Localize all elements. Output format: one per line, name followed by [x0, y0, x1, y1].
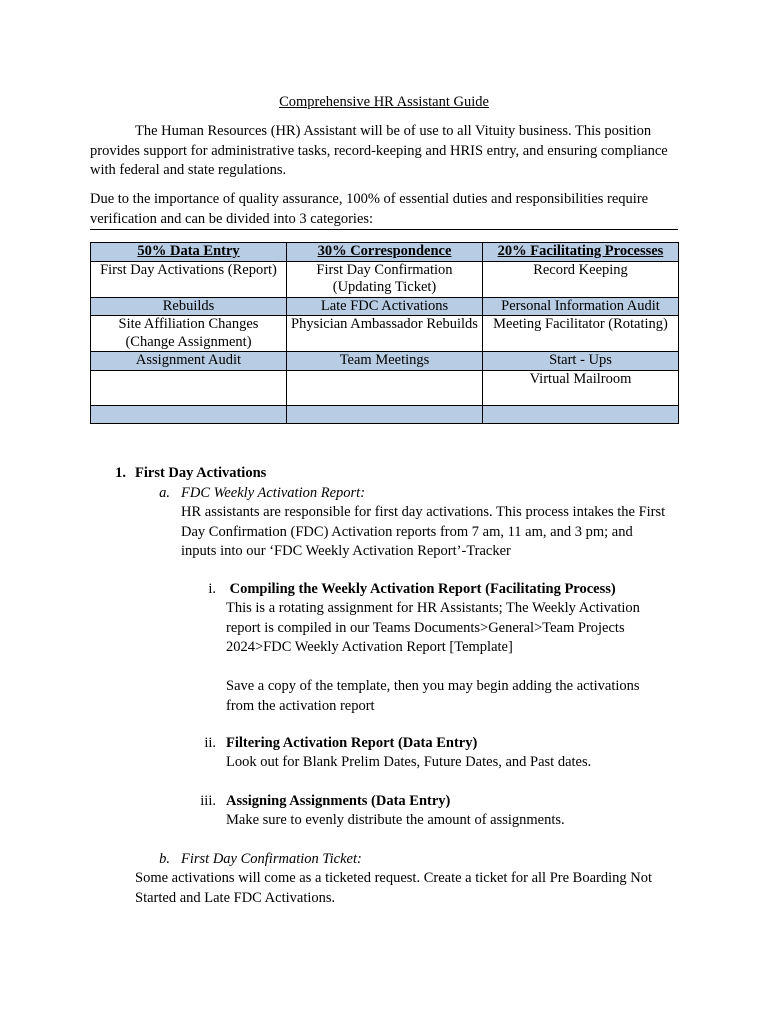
subsection-b-marker: b. — [159, 851, 170, 867]
subsection-b-heading: First Day Confirmation Ticket: — [181, 851, 362, 867]
item-i-heading: Compiling the Weekly Activation Report (Facilitating Process) — [226, 581, 616, 597]
table-cell: Rebuilds — [91, 297, 287, 316]
item-i-body: This is a rotating assignment for HR Assistants; The Weekly Activation report is compiled in our Teams Documents>General>Team Projects 2024>FDC Weekly Activation Report [Template] — [226, 600, 640, 655]
table-cell: Virtual Mailroom — [483, 370, 679, 405]
header-facilitating: 20% Facilitating Processes — [483, 243, 679, 262]
item-ii-heading: Filtering Activation Report (Data Entry) — [226, 735, 478, 751]
quality-paragraph: Due to the importance of quality assurance, 100% of essential duties and responsibilities require verification and can be divided into 3 categories: — [90, 191, 649, 227]
section-heading: First Day Activations — [135, 465, 267, 481]
item-iii-heading: Assigning Assignments (Data Entry) — [226, 793, 451, 809]
table-cell: Start - Ups — [483, 352, 679, 371]
item-ii-body: Look out for Blank Prelim Dates, Future Dates, and Past dates. — [226, 754, 592, 770]
table-cell — [483, 405, 679, 423]
table-row — [91, 297, 679, 316]
table-cell: Personal Information Audit — [483, 297, 679, 316]
intro-paragraph: The Human Resources (HR) Assistant will be of use to all Vituity business. This position provides support for administrative tasks, record-keeping and HRIS entry, and ensuring compliance with federal and state regulations. — [90, 123, 668, 178]
table-cell: Site Affiliation Changes (Change Assignment) — [91, 316, 287, 352]
item-iii-marker: iii. — [200, 793, 216, 809]
table-cell — [91, 370, 287, 405]
table-cell — [91, 405, 287, 423]
subsection-a-heading: FDC Weekly Activation Report: — [181, 485, 366, 501]
table-row — [91, 370, 679, 405]
table-row — [91, 261, 679, 297]
section-number: 1. — [115, 465, 126, 481]
table-row — [91, 405, 679, 423]
table-header-row — [91, 243, 679, 262]
table-cell: Late FDC Activations — [287, 297, 483, 316]
table-cell: Team Meetings — [287, 352, 483, 371]
table-row — [91, 352, 679, 371]
item-i-marker: i. — [208, 581, 216, 597]
subsection-a-body: HR assistants are responsible for first day activations. This process intakes the First Day Confirmation (FDC) Activation reports from 7 am, 11 am, and 3 pm; and inputs into our ‘FDC Weekly Activation Report’-Tracker — [181, 504, 666, 559]
table-cell: Meeting Facilitator (Rotating) — [483, 316, 679, 352]
table-cell: First Day Activations (Report) — [91, 261, 287, 297]
item-ii-marker: ii. — [204, 735, 216, 751]
header-data-entry: 50% Data Entry — [91, 243, 287, 262]
header-correspondence: 30% Correspondence — [287, 243, 483, 262]
subsection-b-body: Some activations will come as a ticketed request. Create a ticket for all Pre Boarding Not Started and Late FDC Activations. — [135, 870, 653, 906]
horizontal-rule — [90, 229, 678, 230]
document-title: Comprehensive HR Assistant Guide — [279, 94, 489, 110]
duties-table — [90, 242, 679, 424]
table-cell — [287, 405, 483, 423]
table-cell: Physician Ambassador Rebuilds — [287, 316, 483, 352]
item-iii-body: Make sure to evenly distribute the amount of assignments. — [226, 812, 565, 828]
table-row — [91, 316, 679, 352]
table-cell: First Day Confirmation (Updating Ticket) — [287, 261, 483, 297]
subsection-a-marker: a. — [159, 485, 170, 501]
table-cell — [287, 370, 483, 405]
table-cell: Assignment Audit — [91, 352, 287, 371]
item-i-body-2: Save a copy of the template, then you may begin adding the activations from the activation report — [226, 678, 640, 714]
table-cell: Record Keeping — [483, 261, 679, 297]
